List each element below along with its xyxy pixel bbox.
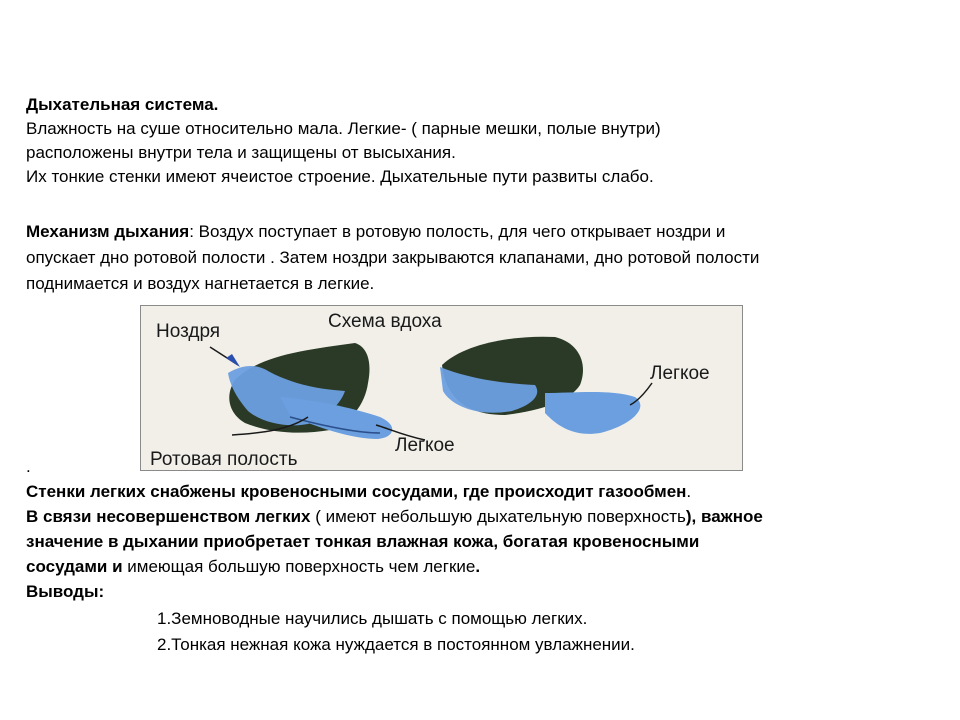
label-lung-right: Легкое [650,363,710,384]
section-title: Дыхательная система. [26,95,219,114]
bold-text: ), важное [685,507,763,526]
term-breathing-mechanism: Механизм дыхания [26,222,190,241]
paragraph-line: Их тонкие стенки имеют ячеистое строение. Дыхательные пути развиты слабо. [26,167,654,186]
conclusion-item: 1.Земноводные научились дышать с помощью легких. [157,609,588,628]
dot-marker: . [26,457,31,476]
paragraph-line: поднимается и воздух нагнетается в легкие. [26,274,375,293]
paragraph-line [26,555,480,579]
conclusions-title: Выводы: [26,582,105,601]
paragraph-line: опускает дно ротовой полости . Затем ноздри закрываются клапанами, дно ротовой полости [26,248,760,267]
paragraph-line [26,505,763,529]
paragraph-line: расположены внутри тела и защищены от высыхания. [26,143,456,162]
bold-text: Стенки легких снабжены кровеносными сосудами, где происходит газообмен [26,482,687,501]
paragraph-line [26,220,725,244]
label-nostril: Ноздря [156,321,221,342]
paragraph-line: Влажность на суше относительно мала. Легкие- ( парные мешки, полые внутри) [26,119,661,138]
conclusion-item: 2.Тонкая нежная кожа нуждается в постоянном увлажнении. [157,635,635,654]
label-lung-left: Легкое [395,435,455,456]
bold-text: В связи несовершенством легких [26,507,311,526]
paragraph-text: ( имеют небольшую дыхательную поверхность [310,507,686,526]
paragraph-text: имеющая большую поверхность чем легкие [122,557,476,576]
paragraph-line: значение в дыхании приобретает тонкая влажная кожа, богатая кровеносными [26,532,700,551]
bold-text: . [475,557,481,576]
bold-text: сосудами и [26,557,123,576]
paragraph-text: . [686,482,692,501]
paragraph-text: : Воздух поступает в ротовую полость, для чего открывает ноздри и [189,222,726,241]
label-mouth-cavity: Ротовая полость [150,449,298,470]
diagram-title: Схема вдоха [328,311,442,332]
inhalation-diagram-svg [140,305,743,471]
paragraph-line [26,480,691,504]
inhalation-diagram [140,305,743,471]
